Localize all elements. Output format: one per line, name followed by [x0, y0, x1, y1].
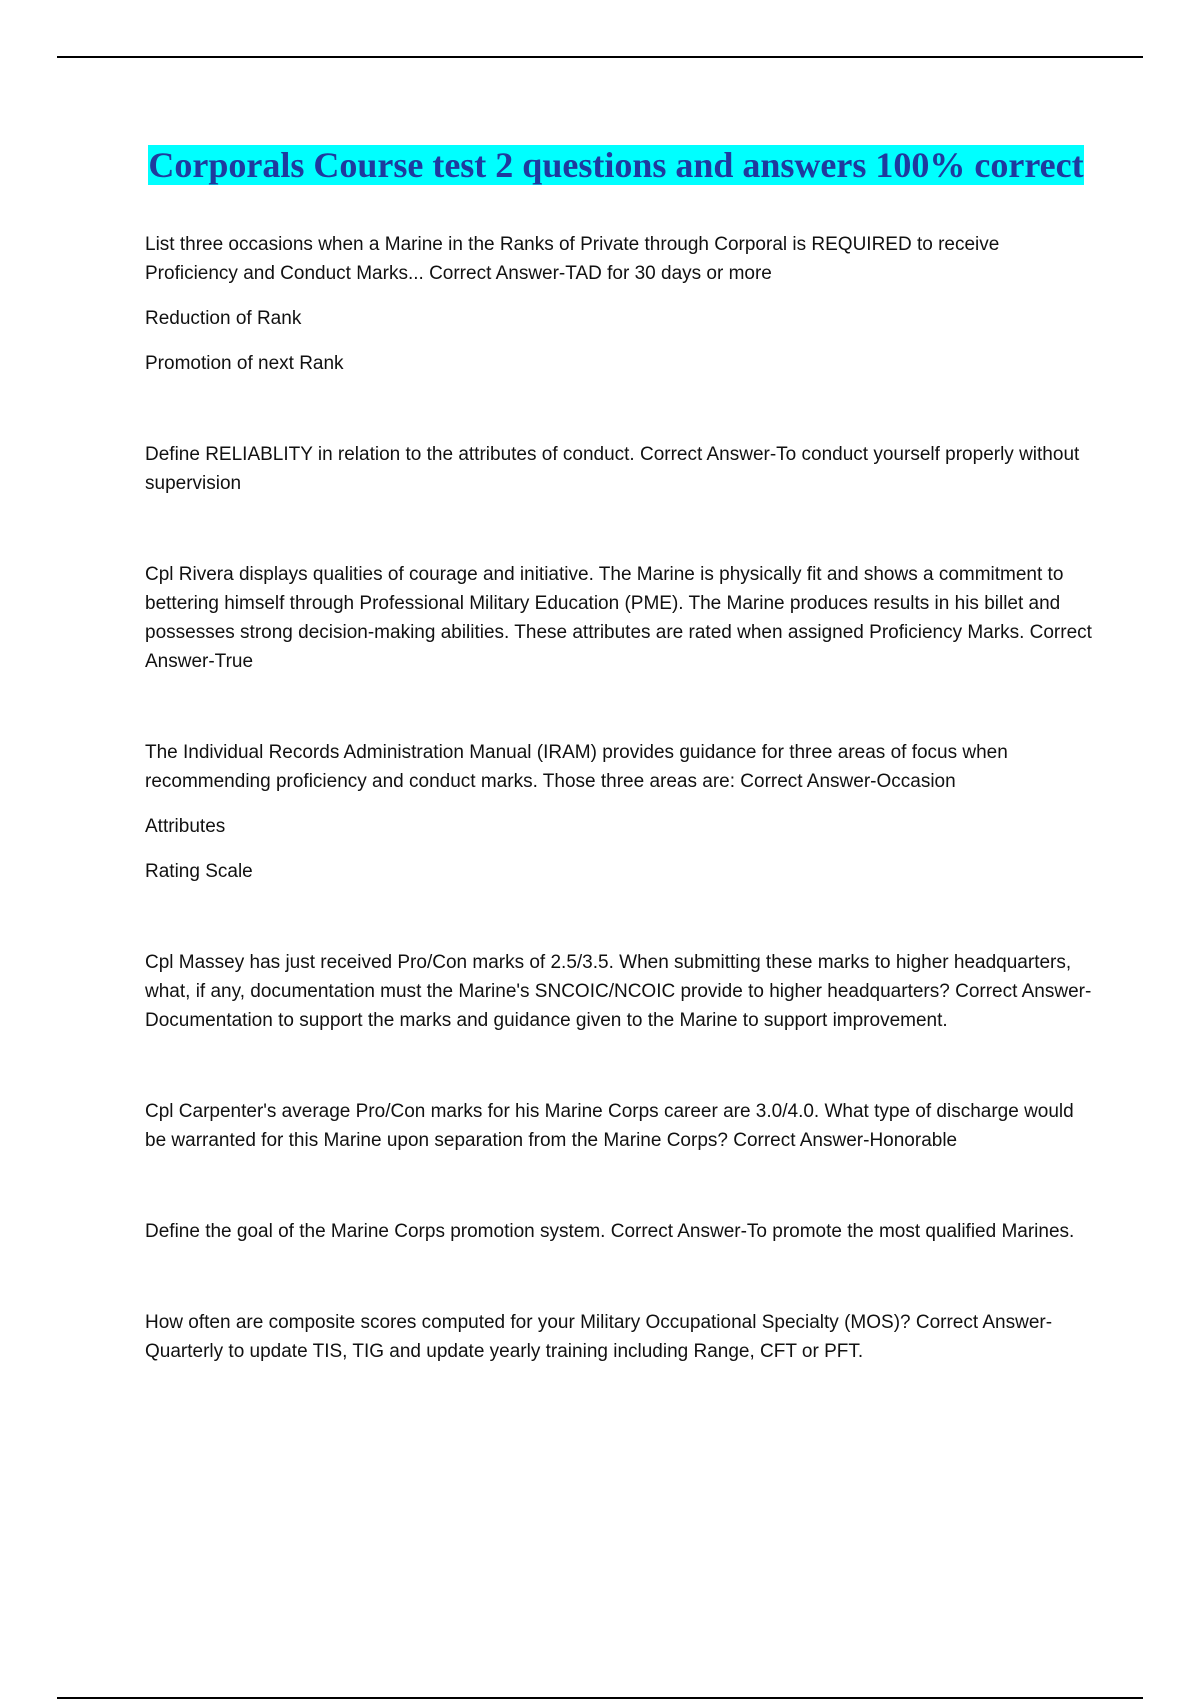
qa-entry — [145, 738, 1095, 886]
qa-text: Cpl Massey has just received Pro/Con marks of 2.5/3.5. When submitting these marks to higher headquarters, what, if any, documentation must the Marine's SNCOIC/NCOIC provide to higher headquarters? Correct Answer-Documentation to support the marks and guidance given to the Marine to support improvement. — [145, 952, 1092, 1031]
qa-entry — [145, 948, 1095, 1035]
document-body — [145, 230, 1095, 1428]
qa-entry — [145, 1217, 1095, 1246]
qa-text: Cpl Carpenter's average Pro/Con marks for his Marine Corps career are 3.0/4.0. What type of discharge would be warranted for this Marine upon separation from the Marine Corps? Correct Answer-Honorable — [145, 1101, 1074, 1151]
qa-text: Define RELIABLITY in relation to the attributes of conduct. Correct Answer-To conduct yourself properly without supervision — [145, 444, 1080, 494]
qa-entry — [145, 440, 1095, 498]
qa-answer-line: Reduction of Rank — [145, 308, 302, 329]
document-title-text: Corporals Course test 2 questions and answers 100% correct — [148, 145, 1084, 185]
qa-text: Cpl Rivera displays qualities of courage and initiative. The Marine is physically fit and shows a commitment to bettering himself through Professional Military Education (PME). The Marine produces results in his billet and possesses strong decision-making abilities. These attributes are rated when assigned Proficiency Marks. Correct Answer-True — [145, 564, 1092, 672]
qa-entry — [145, 1097, 1095, 1155]
qa-entry — [145, 230, 1095, 378]
qa-text: How often are composite scores computed for your Military Occupational Specialty (MOS)? Correct Answer-Quarterly to update TIS, TIG and update yearly training including Range, CFT or PFT. — [145, 1312, 1053, 1362]
qa-text: List three occasions when a Marine in the Ranks of Private through Corporal is REQUIRED to receive Proficiency and Conduct Marks... Correct Answer-TAD for 30 days or more — [145, 234, 1000, 284]
qa-entry — [145, 560, 1095, 676]
qa-entry — [145, 1308, 1095, 1366]
qa-answer-line: Promotion of next Rank — [145, 353, 344, 374]
qa-text: The Individual Records Administration Manual (IRAM) provides guidance for three areas of focus when recommending proficiency and conduct marks. Those three areas are: Correct Answer-Occasion — [145, 742, 1008, 792]
qa-answer-line: Attributes — [145, 816, 226, 837]
document-title — [145, 144, 1087, 186]
qa-text: Define the goal of the Marine Corps promotion system. Correct Answer-To promote the most qualified Marines. — [145, 1221, 1075, 1242]
footer-rule — [57, 1697, 1143, 1699]
header-rule — [57, 56, 1143, 58]
qa-answer-line: Rating Scale — [145, 861, 253, 882]
